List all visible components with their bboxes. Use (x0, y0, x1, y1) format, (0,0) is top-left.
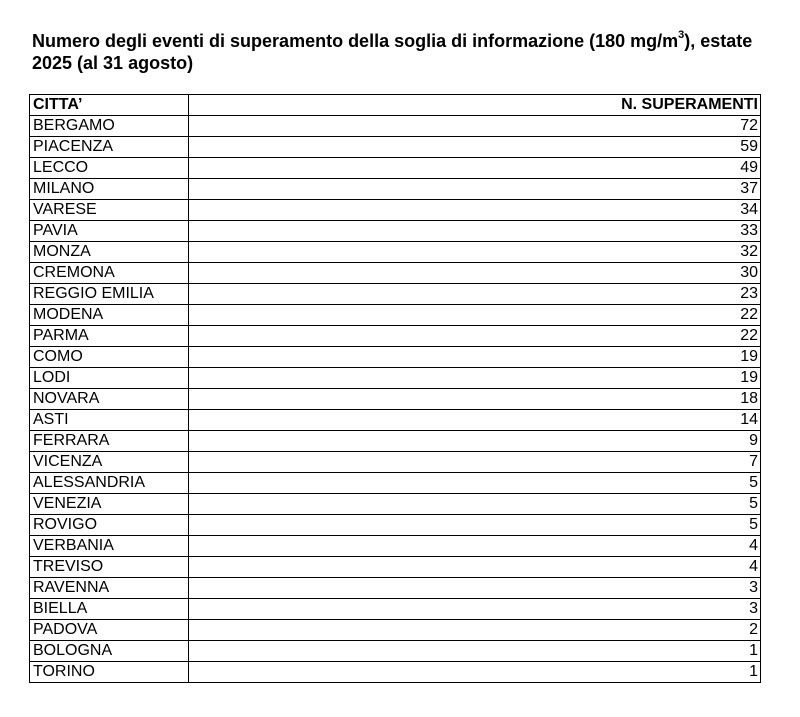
count-cell: 1 (189, 641, 761, 662)
city-cell: COMO (30, 347, 189, 368)
city-cell: VICENZA (30, 452, 189, 473)
count-cell: 34 (189, 200, 761, 221)
table-row (30, 452, 761, 473)
count-cell: 59 (189, 137, 761, 158)
column-header-count: N. SUPERAMENTI (189, 95, 761, 116)
exceedances-table (29, 94, 761, 683)
count-cell: 72 (189, 116, 761, 137)
table-row (30, 284, 761, 305)
table-row (30, 578, 761, 599)
count-cell: 4 (189, 536, 761, 557)
count-cell: 5 (189, 473, 761, 494)
city-cell: NOVARA (30, 389, 189, 410)
count-cell: 19 (189, 347, 761, 368)
table-row (30, 620, 761, 641)
table-row (30, 641, 761, 662)
count-cell: 33 (189, 221, 761, 242)
city-cell: LODI (30, 368, 189, 389)
table-row (30, 200, 761, 221)
title-prefix: Numero degli eventi di superamento della soglia di informazione (180 mg/m (32, 31, 679, 51)
table-row (30, 662, 761, 683)
table-row (30, 347, 761, 368)
city-cell: RAVENNA (30, 578, 189, 599)
city-cell: PARMA (30, 326, 189, 347)
city-cell: ALESSANDRIA (30, 473, 189, 494)
table-row (30, 410, 761, 431)
table-row (30, 557, 761, 578)
table-row (30, 179, 761, 200)
city-cell: BOLOGNA (30, 641, 189, 662)
city-cell: BIELLA (30, 599, 189, 620)
title-suffix: ), estate 2025 (al 31 agosto) (32, 31, 753, 73)
count-cell: 37 (189, 179, 761, 200)
city-cell: FERRARA (30, 431, 189, 452)
count-cell: 3 (189, 599, 761, 620)
table-row (30, 242, 761, 263)
count-cell: 32 (189, 242, 761, 263)
count-cell: 5 (189, 494, 761, 515)
city-cell: PIACENZA (30, 137, 189, 158)
table-row (30, 473, 761, 494)
table-row (30, 137, 761, 158)
count-cell: 22 (189, 326, 761, 347)
city-cell: CREMONA (30, 263, 189, 284)
count-cell: 18 (189, 389, 761, 410)
table-row (30, 599, 761, 620)
count-cell: 23 (189, 284, 761, 305)
table-body (30, 116, 761, 683)
count-cell: 22 (189, 305, 761, 326)
city-cell: ASTI (30, 410, 189, 431)
table-row (30, 263, 761, 284)
table-row (30, 368, 761, 389)
table-row (30, 389, 761, 410)
document-title (32, 30, 782, 74)
city-cell: TREVISO (30, 557, 189, 578)
table-row (30, 158, 761, 179)
count-cell: 14 (189, 410, 761, 431)
table-header-row (30, 95, 761, 116)
table-row (30, 326, 761, 347)
count-cell: 9 (189, 431, 761, 452)
city-cell: TORINO (30, 662, 189, 683)
title-superscript: 3 (678, 29, 685, 41)
count-cell: 5 (189, 515, 761, 536)
count-cell: 3 (189, 578, 761, 599)
count-cell: 7 (189, 452, 761, 473)
city-cell: PADOVA (30, 620, 189, 641)
city-cell: VENEZIA (30, 494, 189, 515)
count-cell: 4 (189, 557, 761, 578)
table-row (30, 116, 761, 137)
city-cell: VARESE (30, 200, 189, 221)
table-row (30, 515, 761, 536)
table-row (30, 305, 761, 326)
city-cell: VERBANIA (30, 536, 189, 557)
city-cell: REGGIO EMILIA (30, 284, 189, 305)
city-cell: ROVIGO (30, 515, 189, 536)
city-cell: BERGAMO (30, 116, 189, 137)
table-row (30, 221, 761, 242)
count-cell: 30 (189, 263, 761, 284)
city-cell: PAVIA (30, 221, 189, 242)
count-cell: 1 (189, 662, 761, 683)
column-header-city: CITTA’ (30, 95, 189, 116)
city-cell: MODENA (30, 305, 189, 326)
table-row (30, 431, 761, 452)
table-row (30, 536, 761, 557)
count-cell: 49 (189, 158, 761, 179)
city-cell: LECCO (30, 158, 189, 179)
city-cell: MILANO (30, 179, 189, 200)
city-cell: MONZA (30, 242, 189, 263)
table-row (30, 494, 761, 515)
count-cell: 2 (189, 620, 761, 641)
count-cell: 19 (189, 368, 761, 389)
